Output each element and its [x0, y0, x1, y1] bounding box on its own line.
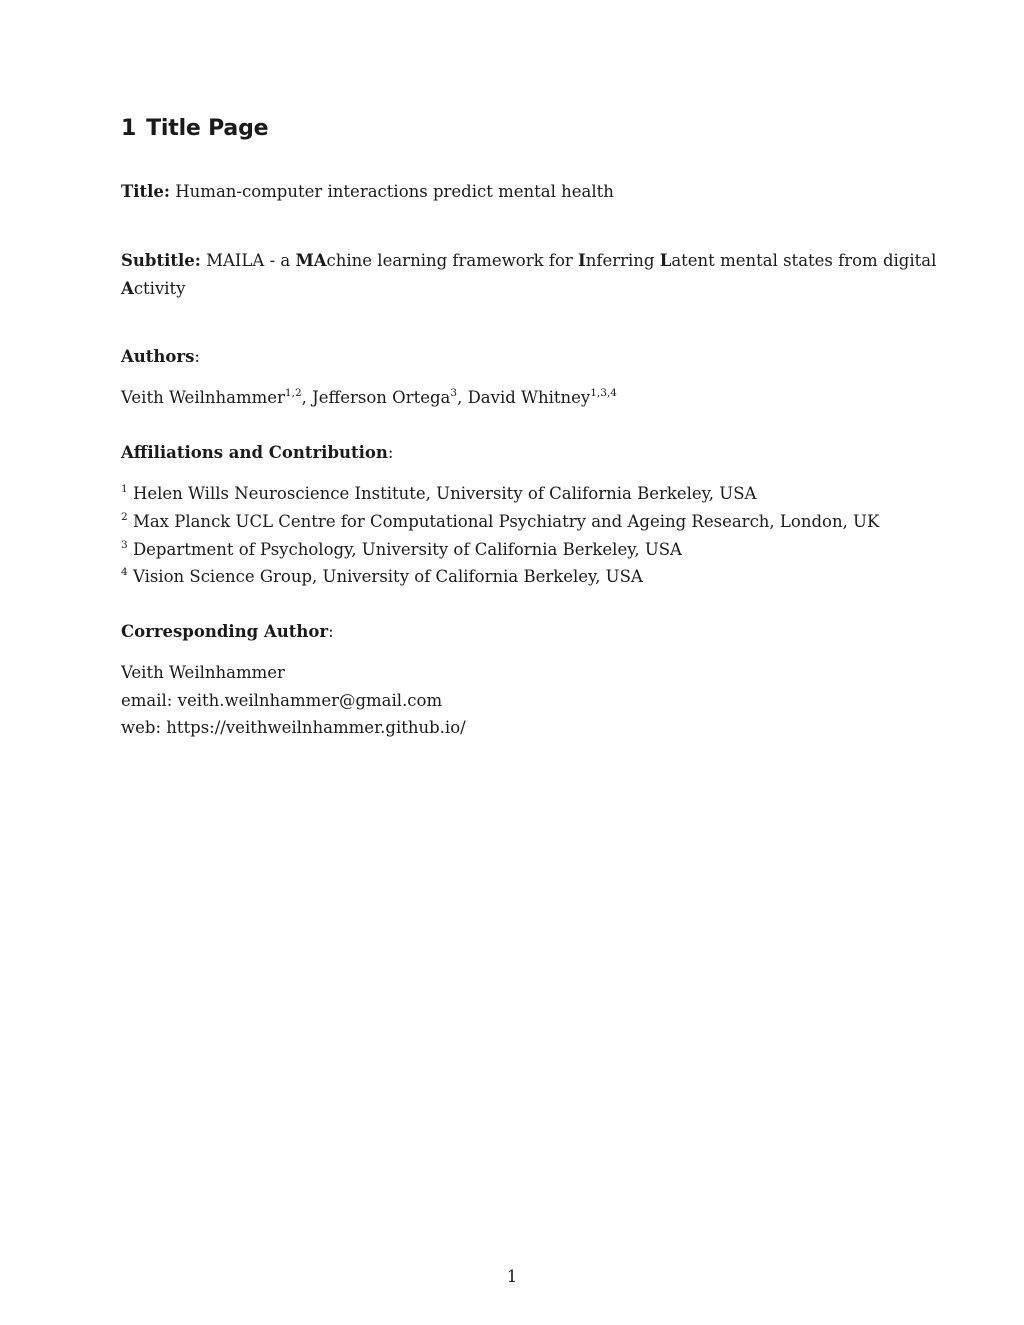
author-separator: , — [301, 388, 313, 407]
title-line — [121, 178, 614, 206]
web-link[interactable]: https://veithweilnhammer.github.io/ — [166, 718, 466, 737]
subtitle-line-2 — [121, 275, 186, 303]
subtitle-part: atent mental states from digital — [671, 251, 937, 270]
affiliations-heading — [121, 439, 393, 467]
affiliation-number: 4 — [121, 566, 128, 578]
affiliation-text: Max Planck UCL Centre for Computational Psychiatry and Ageing Research, London, UK — [132, 512, 880, 531]
affiliations-label: Affiliations and Contribution — [121, 443, 388, 462]
title-label: Title: — [121, 182, 171, 201]
affiliation-text: Department of Psychology, University of California Berkeley, USA — [132, 540, 682, 559]
authors-list — [121, 384, 617, 412]
subtitle-acronym-part: MA — [295, 251, 327, 270]
corresponding-heading — [121, 618, 334, 646]
section-heading — [121, 116, 268, 141]
authors-label: Authors — [121, 347, 195, 366]
subtitle-part: MAILA - a — [206, 251, 296, 270]
email-label: email: — [121, 691, 173, 710]
corresponding-colon: : — [328, 622, 334, 641]
section-number: 1 — [121, 116, 137, 141]
affiliation-text: Vision Science Group, University of California Berkeley, USA — [132, 567, 643, 586]
web-line — [121, 714, 466, 742]
subtitle-part: chine learning framework for — [326, 251, 579, 270]
affiliation-number: 3 — [121, 539, 128, 551]
author-name: Veith Weilnhammer — [121, 388, 285, 407]
subtitle-acronym-part: L — [659, 251, 672, 270]
subtitle-acronym-part: A — [121, 279, 134, 298]
author-name: Jefferson Ortega — [312, 388, 451, 407]
author-affiliation-sup: 1,2 — [284, 387, 302, 399]
authors-colon: : — [194, 347, 200, 366]
subtitle-part: nferring — [585, 251, 660, 270]
affiliation-item — [121, 536, 682, 564]
affiliation-text: Helen Wills Neuroscience Institute, University of California Berkeley, USA — [132, 484, 757, 503]
section-title: Title Page — [146, 116, 269, 141]
author-affiliation-sup: 1,3,4 — [590, 387, 617, 399]
author-separator: , — [457, 388, 468, 407]
corresponding-label: Corresponding Author — [121, 622, 329, 641]
authors-heading — [121, 343, 200, 371]
paper-page — [121, 0, 937, 1325]
page-number: 1 — [506, 1267, 518, 1286]
email-address[interactable]: veith.weilnhammer@gmail.com — [177, 691, 443, 710]
subtitle-label: Subtitle: — [121, 251, 201, 270]
affiliation-number: 1 — [121, 483, 128, 495]
subtitle-line-1 — [121, 247, 936, 275]
email-line — [121, 687, 442, 715]
affiliation-item — [121, 508, 879, 536]
author-name: David Whitney — [467, 388, 591, 407]
affiliations-colon: : — [387, 443, 394, 462]
web-label: web: — [121, 718, 162, 737]
affiliation-number: 2 — [121, 511, 128, 523]
corresponding-name: Veith Weilnhammer — [121, 663, 285, 682]
affiliation-item — [121, 480, 756, 508]
subtitle-acronym-part: I — [578, 251, 586, 270]
author-affiliation-sup: 3 — [450, 387, 458, 399]
title-text: Human-computer interactions predict mental health — [175, 182, 614, 201]
subtitle-part: ctivity — [133, 279, 186, 298]
affiliation-item — [121, 563, 643, 591]
